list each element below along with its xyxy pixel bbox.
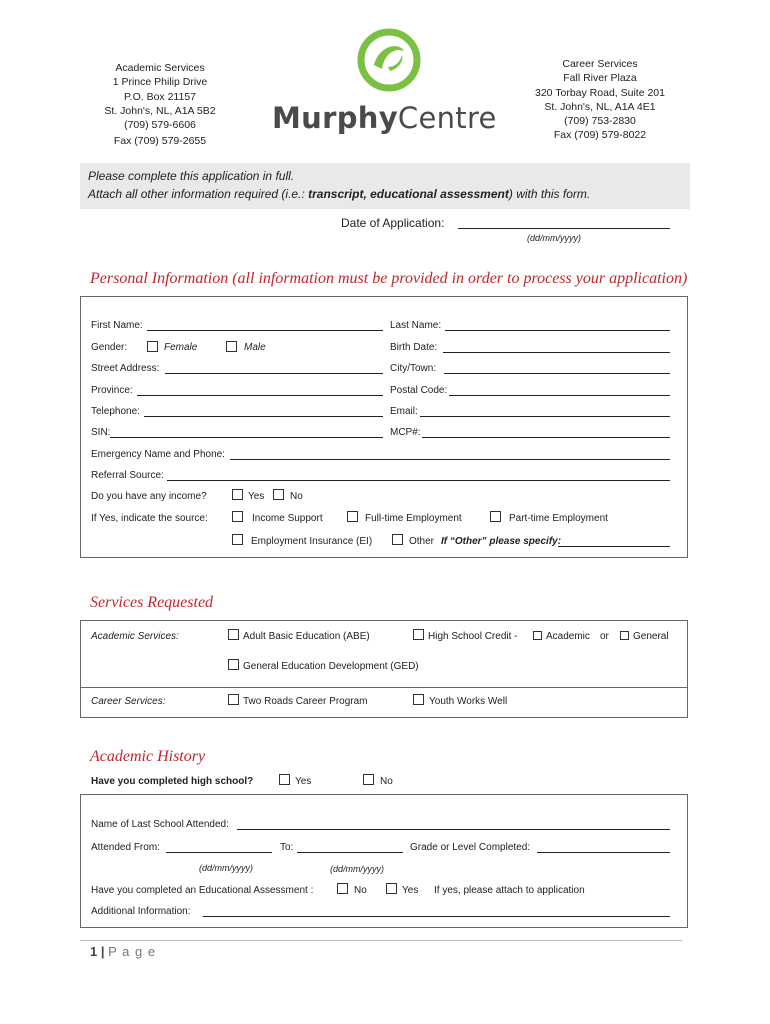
services-requested-title: Services Requested: [90, 594, 214, 611]
leaf-circle-icon: [354, 25, 424, 95]
instruction-post: ) with this form.: [508, 187, 591, 201]
assessment-no-label: No: [354, 885, 367, 896]
educational-assessment-label: Have you completed an Educational Assessment :: [91, 885, 314, 896]
income-no-label: No: [290, 491, 303, 502]
general-stream-label: General: [633, 631, 669, 642]
part-time-employment-checkbox[interactable]: [490, 511, 501, 522]
male-checkbox[interactable]: [226, 341, 237, 352]
income-question-label: Do you have any income?: [91, 491, 207, 502]
career-services-address: [520, 57, 680, 143]
abe-label: Adult Basic Education (ABE): [243, 631, 370, 642]
emergency-contact-field[interactable]: [230, 459, 670, 460]
completed-hs-yes-label: Yes: [295, 776, 312, 787]
page-word: P a g e: [108, 944, 157, 959]
street-address-field[interactable]: [165, 373, 383, 374]
income-support-label: Income Support: [252, 513, 323, 524]
grade-completed-label: Grade or Level Completed:: [410, 842, 531, 853]
instruction-line-2: [88, 187, 590, 201]
email-label: Email:: [390, 406, 418, 417]
attended-to-field[interactable]: [297, 852, 403, 853]
address-line: 1 Prince Philip Drive: [112, 76, 208, 89]
gender-label: Gender:: [91, 342, 128, 353]
income-support-checkbox[interactable]: [232, 511, 243, 522]
other-income-checkbox[interactable]: [392, 534, 403, 545]
footer-rule: [80, 940, 682, 941]
personal-info-title: Personal Information (all information must be provided in order to process your application): [90, 270, 688, 287]
address-line: Academic Services: [115, 62, 205, 74]
female-checkbox[interactable]: [147, 341, 158, 352]
mcp-field[interactable]: [422, 437, 670, 438]
employment-insurance-checkbox[interactable]: [232, 534, 243, 545]
part-time-employment-label: Part-time Employment: [509, 513, 608, 524]
attended-to-label: To:: [280, 842, 294, 853]
ged-label: General Education Development (GED): [243, 661, 419, 672]
last-school-label: Name of Last School Attended:: [91, 819, 229, 830]
address-line: (709) 579-6606: [124, 119, 196, 132]
street-address-label: Street Address:: [91, 363, 160, 374]
last-name-field[interactable]: [445, 330, 670, 331]
youth-works-well-checkbox[interactable]: [413, 694, 424, 705]
date-format-hint: (dd/mm/yyyy): [527, 233, 581, 243]
address-line: St. John's, NL, A1A 5B2: [104, 104, 216, 117]
assessment-yes-checkbox[interactable]: [386, 883, 397, 894]
ged-checkbox[interactable]: [228, 659, 239, 670]
attended-from-label: Attended From:: [91, 842, 160, 853]
instruction-pre: Attach all other information required (i.e.:: [88, 187, 309, 201]
academic-services-address: [95, 61, 225, 149]
birth-date-label: Birth Date:: [390, 342, 438, 353]
telephone-field[interactable]: [144, 416, 383, 417]
academic-stream-label: Academic: [546, 631, 590, 642]
attended-to-hint: (dd/mm/yyyy): [330, 864, 384, 874]
logo-wordmark: [272, 101, 497, 135]
grade-completed-field[interactable]: [537, 852, 670, 853]
abe-checkbox[interactable]: [228, 629, 239, 640]
address-line: Fax (709) 579-2655: [113, 135, 207, 148]
city-town-label: City/Town:: [390, 363, 437, 374]
additional-info-field[interactable]: [203, 916, 670, 917]
province-field[interactable]: [137, 395, 383, 396]
youth-works-well-label: Youth Works Well: [429, 696, 508, 707]
first-name-field[interactable]: [147, 330, 383, 331]
address-line: St. John's, NL, A1A 4E1: [544, 100, 656, 113]
murphy-centre-logo: [272, 25, 502, 140]
academic-history-title: Academic History: [90, 748, 206, 765]
sin-field[interactable]: [110, 437, 383, 438]
assessment-yes-label: Yes: [402, 885, 419, 896]
address-line: P.O. Box 21157: [124, 90, 196, 103]
other-specify-field[interactable]: [558, 546, 670, 547]
address-line: Career Services: [562, 58, 638, 70]
mcp-label: MCP#:: [390, 427, 421, 438]
postal-code-label: Postal Code:: [390, 385, 448, 396]
high-school-credit-checkbox[interactable]: [413, 629, 424, 640]
first-name-label: First Name:: [91, 320, 143, 331]
province-label: Province:: [91, 385, 133, 396]
full-time-employment-label: Full-time Employment: [365, 513, 462, 524]
telephone-label: Telephone:: [91, 406, 140, 417]
completed-high-school-label: Have you completed high school?: [91, 776, 254, 787]
logo-bold: Murphy: [272, 101, 398, 135]
income-yes-label: Yes: [248, 491, 265, 502]
page-separator: |: [100, 944, 105, 959]
income-yes-checkbox[interactable]: [232, 489, 243, 500]
additional-info-label: Additional Information:: [91, 906, 191, 917]
last-school-field[interactable]: [237, 829, 670, 830]
birth-date-field[interactable]: [443, 352, 670, 353]
logo-light: Centre: [397, 101, 497, 135]
other-income-label: Other: [409, 536, 435, 547]
assessment-no-checkbox[interactable]: [337, 883, 348, 894]
career-services-label: Career Services:: [91, 696, 166, 707]
referral-source-label: Referral Source:: [91, 470, 164, 481]
employment-insurance-label: Employment Insurance (EI): [251, 536, 373, 547]
high-school-credit-label: High School Credit -: [428, 631, 518, 642]
sin-label: SIN:: [91, 427, 111, 438]
female-label: Female: [164, 342, 198, 353]
two-roads-label: Two Roads Career Program: [243, 696, 368, 707]
or-text: or: [600, 631, 609, 642]
address-line: (709) 753-2830: [564, 115, 636, 128]
email-field[interactable]: [420, 416, 670, 417]
services-divider: [80, 687, 687, 688]
date-of-application-label: Date of Application:: [341, 216, 445, 230]
income-no-checkbox[interactable]: [273, 489, 284, 500]
page-number: 1: [90, 944, 98, 959]
attended-from-hint: (dd/mm/yyyy): [199, 863, 253, 873]
full-time-employment-checkbox[interactable]: [347, 511, 358, 522]
completed-hs-no-checkbox[interactable]: [363, 774, 374, 785]
postal-code-field[interactable]: [449, 395, 670, 396]
referral-source-field[interactable]: [167, 480, 670, 481]
completed-hs-no-label: No: [380, 776, 393, 787]
instruction-bold: transcript, educational assessment: [308, 187, 509, 201]
attended-from-field[interactable]: [166, 852, 272, 853]
completed-hs-yes-checkbox[interactable]: [279, 774, 290, 785]
address-line: Fax (709) 579-8022: [553, 129, 647, 142]
last-name-label: Last Name:: [390, 320, 442, 331]
page-footer: [90, 944, 156, 959]
academic-services-label: Academic Services:: [91, 631, 179, 642]
city-town-field[interactable]: [444, 373, 670, 374]
general-stream-checkbox[interactable]: [620, 631, 629, 640]
address-line: 320 Torbay Road, Suite 201: [535, 86, 665, 99]
address-line: Fall River Plaza: [563, 72, 637, 85]
income-source-label: If Yes, indicate the source:: [91, 513, 208, 524]
other-specify-label: If “Other” please specify:: [441, 536, 562, 547]
two-roads-checkbox[interactable]: [228, 694, 239, 705]
date-of-application-field[interactable]: [458, 228, 670, 229]
academic-stream-checkbox[interactable]: [533, 631, 542, 640]
male-label: Male: [244, 342, 266, 353]
instruction-banner: [80, 163, 690, 209]
attach-instruction: If yes, please attach to application: [434, 885, 585, 896]
emergency-contact-label: Emergency Name and Phone:: [91, 449, 225, 460]
instruction-line-1: Please complete this application in full.: [88, 169, 295, 183]
